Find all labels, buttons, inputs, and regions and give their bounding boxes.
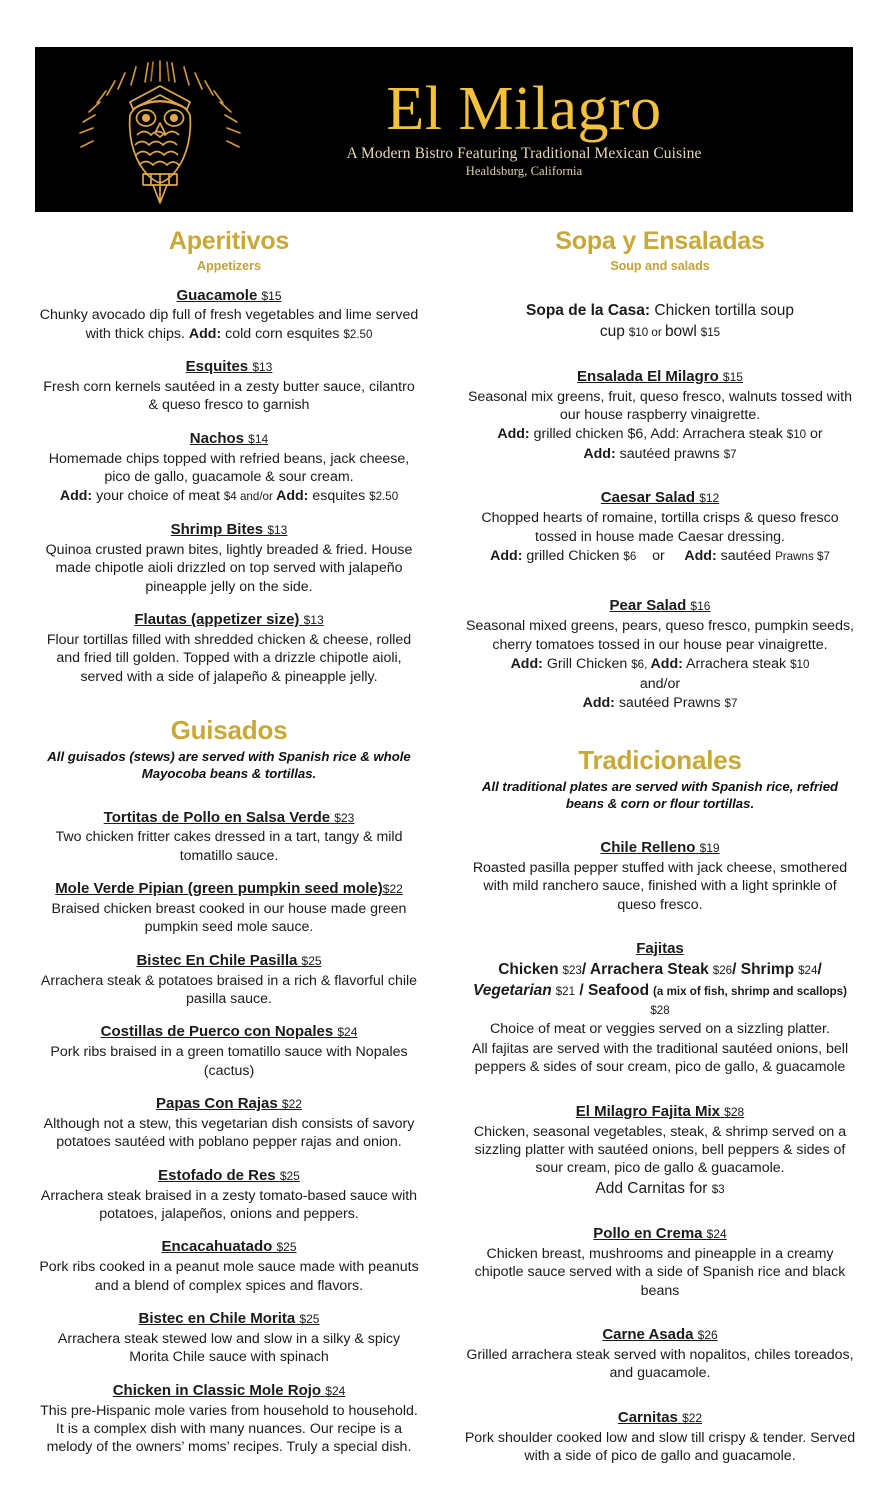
item-description: Flour tortillas filled with shredded chicken & cheese, rolled and fried till golden. Topped with a drizzle chipotle aioli, served with a side of jalapeño & pineapple jelly. xyxy=(46,631,412,685)
item-description: Quinoa crusted prawn bites, lightly breaded & fried. House made chipotle aioli drizzled on top served with jalapeño pineapple jelly on the side. xyxy=(45,541,413,595)
item-price: $13 xyxy=(303,613,324,628)
menu-item xyxy=(464,597,856,712)
item-price: $12 xyxy=(699,491,720,506)
item-price: $22 xyxy=(281,1097,302,1112)
item-description: Chopped hearts of romaine, tortilla crisps & queso fresco tossed in house made Caesar dressing. xyxy=(481,510,839,545)
brand-tagline: A Modern Bistro Featuring Traditional Mexican Cuisine xyxy=(346,144,702,162)
menu-item xyxy=(464,1225,856,1300)
menu-item xyxy=(464,1409,856,1466)
owl-sunburst-logo-icon xyxy=(35,47,285,212)
item-description: Although not a stew, this vegetarian dish consists of savory potatoes sautéed with poblano pepper rajas and onion. xyxy=(43,1115,415,1151)
menu-item xyxy=(38,287,420,344)
item-addons-andor: and/or xyxy=(639,675,681,692)
menu-item xyxy=(38,809,420,866)
brand-name: El Milagro xyxy=(386,75,662,144)
menu-columns xyxy=(0,228,885,1465)
item-description: Seasonal mixed greens, pears, queso fresco, pumpkin seeds, cherry tomatoes tossed in our house pear vinaigrette. xyxy=(465,618,854,653)
item-description: Pork shoulder cooked low and slow till crispy & tender. Served with a side of pico de gallo and guacamole. xyxy=(464,1429,856,1465)
menu-item xyxy=(464,1326,856,1383)
item-description: Chicken, seasonal vegetables, steak, & shrimp served on a sizzling platter with sautéed onions, bell peppers & sides of sour cream, pico de gallo & guacamole. xyxy=(473,1123,847,1177)
section-title-tradicionales: Tradicionales xyxy=(578,745,742,776)
item-name: Fajitas xyxy=(636,939,684,957)
item-description: Chicken breast, mushrooms and pineapple in a creamy chipotle sauce served with a side of Spanish rice and black beans xyxy=(474,1245,846,1299)
item-price: $14 xyxy=(248,431,269,446)
item-name: Nachos $14 xyxy=(189,429,269,447)
item-name: Pear Salad $16 xyxy=(609,597,711,615)
item-name: Ensalada El Milagro $15 xyxy=(577,367,743,385)
item-description: Fresh corn kernels sautéed in a zesty butter sauce, cilantro & queso fresco to garnish xyxy=(43,378,415,414)
item-price: $22 xyxy=(682,1410,703,1425)
left-column xyxy=(0,228,442,1457)
fajitas-description-2: All fajitas are served with the traditional sautéed onions, bell peppers & sides of sour cream, pico de gallo, & guacamole xyxy=(471,1040,849,1076)
menu-item xyxy=(38,1382,420,1457)
item-addons: Add: grilled chicken $6, Add: Arrachera steak $10 or xyxy=(497,426,823,443)
menu-item xyxy=(464,1103,856,1199)
item-price: $24 xyxy=(337,1025,358,1040)
item-addons: Add: grilled Chicken $6 or Add: sautéed Prawns $7 xyxy=(490,548,830,564)
soup-name-line: Sopa de la Casa: Chicken tortilla soup xyxy=(526,301,794,319)
item-name: Carnitas $22 xyxy=(617,1408,703,1426)
item-name: Esquites $13 xyxy=(185,358,273,376)
item-price: $15 xyxy=(722,369,743,384)
item-description: Pork ribs cooked in a peanut mole sauce made with peanuts and a blend of complex spices and flavors. xyxy=(39,1259,419,1294)
menu-item xyxy=(38,430,420,506)
item-price: $13 xyxy=(267,522,288,537)
section-title-aperitivos: Aperitivos xyxy=(168,227,290,255)
item-description: Homemade chips topped with refried beans, jack cheese, pico de gallo, guacamole & sour cream. xyxy=(48,450,410,486)
item-name: Flautas (appetizer size) $13 xyxy=(134,611,324,629)
item-name: Costillas de Puerco con Nopales $24 xyxy=(100,1023,358,1041)
item-price: $23 xyxy=(334,810,355,825)
section-title-guisados: Guisados xyxy=(170,715,288,746)
item-extra: Add Carnitas for $3 xyxy=(595,1179,725,1197)
menu-item xyxy=(38,1167,420,1224)
item-price: $25 xyxy=(276,1240,297,1255)
item-addons: Add: Grill Chicken $6, Add: Arrachera steak $10 xyxy=(510,656,810,673)
menu-item xyxy=(464,489,856,565)
item-description: Arrachera steak stewed low and slow in a silky & spicy Morita Chile sauce with spinach xyxy=(57,1330,401,1366)
item-price: $22 xyxy=(382,882,403,897)
menu-item xyxy=(464,301,856,342)
item-name: Chile Relleno $19 xyxy=(600,838,720,856)
item-name: El Milagro Fajita Mix $28 xyxy=(575,1102,745,1120)
item-addons: Add: your choice of meat $4 and/or Add: esquites $2.50 xyxy=(59,488,399,505)
item-price: $26 xyxy=(697,1328,718,1343)
soup-price-line: cup $10 or bowl $15 xyxy=(599,322,721,340)
section-guisados xyxy=(38,716,420,782)
fajitas-options-line-1: Chicken $23/ Arrachera Steak $26/ Shrimp $24/ xyxy=(498,960,822,978)
item-name: Tortitas de Pollo en Salsa Verde $23 xyxy=(103,808,355,826)
item-name: Estofado de Res $25 xyxy=(158,1166,300,1184)
right-column xyxy=(442,228,884,1465)
item-price: $13 xyxy=(252,360,273,375)
item-price: $25 xyxy=(279,1168,300,1183)
item-name: Shrimp Bites $13 xyxy=(170,520,288,538)
item-name: Encacahuatado $25 xyxy=(161,1238,297,1256)
section-note-tradicionales: All traditional plates are served with Spanish rice, refried beans & corn or flour tortillas. xyxy=(481,779,839,811)
menu-item xyxy=(38,611,420,686)
fajitas-description-1: Choice of meat or veggies served on a sizzling platter. xyxy=(490,1021,830,1038)
menu-item xyxy=(38,521,420,596)
brand-location: Healdsburg, California xyxy=(465,163,583,178)
menu-item xyxy=(38,952,420,1009)
item-price: $25 xyxy=(301,953,322,968)
item-price: $15 xyxy=(261,288,282,303)
item-description: Chunky avocado dip full of fresh vegetables and lime served with thick chips. Add: cold corn esquites $2.50 xyxy=(39,307,419,342)
item-description: Two chicken fritter cakes dressed in a tart, tangy & mild tomatillo sauce. xyxy=(55,829,403,864)
item-price: $24 xyxy=(325,1383,346,1398)
section-subtitle-aperitivos: Appetizers xyxy=(197,258,261,273)
brand-title-block xyxy=(285,75,853,179)
section-title-sopa: Sopa y Ensaladas xyxy=(555,227,765,255)
section-note-guisados: All guisados (stews) are served with Spanish rice & whole Mayocoba beans & tortillas. xyxy=(47,748,411,781)
item-description: Grilled arrachera steak served with nopalitos, chiles toreados, and guacamole. xyxy=(466,1346,854,1382)
item-price: $25 xyxy=(299,1312,320,1327)
menu-item xyxy=(38,880,420,937)
item-description: Pork ribs braised in a green tomatillo sauce with Nopales (cactus) xyxy=(50,1044,408,1079)
item-description: Seasonal mix greens, fruit, queso fresco, walnuts tossed with our house raspberry vinaigrette. xyxy=(467,388,853,423)
item-name: Papas Con Rajas $22 xyxy=(156,1095,302,1113)
item-description: Roasted pasilla pepper stuffed with jack cheese, smothered with mild ranchero sauce, finished with a light sprinkle of queso fresco. xyxy=(472,859,848,913)
item-addons-2: Add: sautéed prawns $7 xyxy=(583,445,737,462)
item-name: Bistec En Chile Pasilla $25 xyxy=(136,951,322,969)
item-name: Carne Asada $26 xyxy=(602,1326,718,1344)
item-description: Arrachera steak & potatoes braised in a rich & flavorful chile pasilla sauce. xyxy=(40,972,418,1008)
item-name: Mole Verde Pipian (green pumpkin seed mole)$22 xyxy=(55,880,403,898)
item-name: Caesar Salad $12 xyxy=(600,489,720,507)
item-description: Braised chicken breast cooked in our house made green pumpkin seed mole sauce. xyxy=(51,900,407,936)
menu-item-fajitas xyxy=(464,940,856,1077)
item-addons-3: Add: sautéed Prawns $7 xyxy=(582,695,738,712)
menu-item xyxy=(38,358,420,415)
header-banner xyxy=(35,47,853,212)
section-tradicionales xyxy=(464,746,856,812)
item-description: Arrachera steak braised in a zesty tomato-based sauce with potatoes, jalapeños, onions and peppers. xyxy=(40,1187,418,1222)
item-description: This pre-Hispanic mole varies from household to household. It is a complex dish with many nuances. Our recipe is a melody of the owners’ moms’ recipes. Truly a special dish. xyxy=(40,1402,418,1456)
menu-item xyxy=(464,368,856,464)
item-name: Pollo en Crema $24 xyxy=(593,1225,727,1243)
fajitas-options-line-2: Vegetarian $21 / Seafood (a mix of fish, shrimp and scallops) $28 xyxy=(473,981,847,1017)
item-name: Chicken in Classic Mole Rojo $24 xyxy=(112,1381,346,1399)
item-price: $16 xyxy=(690,599,711,614)
menu-item xyxy=(38,1238,420,1295)
menu-item xyxy=(464,839,856,914)
item-price: $28 xyxy=(724,1104,745,1119)
menu-item xyxy=(38,1095,420,1152)
item-price: $24 xyxy=(706,1227,727,1242)
menu-item xyxy=(38,1310,420,1367)
item-name: Bistec en Chile Morita $25 xyxy=(138,1310,320,1328)
item-name: Guacamole $15 xyxy=(176,286,282,304)
menu-item xyxy=(38,1023,420,1080)
item-price: $19 xyxy=(699,840,720,855)
section-subtitle-sopa: Soup and salads xyxy=(610,258,710,273)
